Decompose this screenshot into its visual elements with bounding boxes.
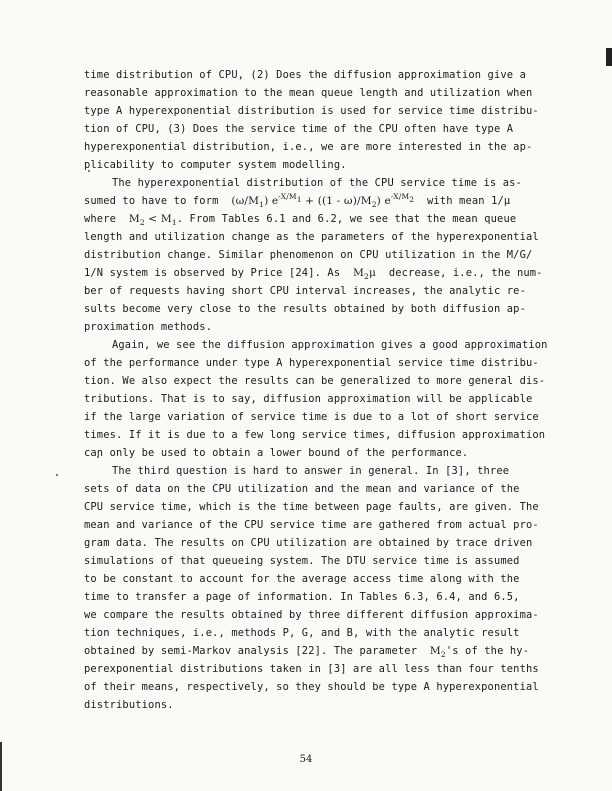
text-line: time distribution of CPU, (2) Does the diffusion approximation give a xyxy=(84,69,526,81)
text-line: obtained by semi-Markov analysis [22]. The parameter $M_2's$ of the hy- xyxy=(84,645,530,659)
text-line: can only be used to obtain a lower bound of the performance. xyxy=(84,447,469,459)
body-text xyxy=(84,66,548,714)
text-line: tion of CPU, (3) Does the service time of the CPU often have type A xyxy=(84,123,514,135)
text-line: type A hyperexponential distribution is used for service time distribu- xyxy=(84,105,539,117)
text-line: sets of data on the CPU utilization and the mean and variance of the xyxy=(84,483,520,495)
text-line: tributions. That is to say, diffusion approximation will be applicable xyxy=(84,393,533,405)
scan-speck xyxy=(56,474,58,476)
text-line: reasonable approximation to the mean queue length and utilization when xyxy=(84,87,533,99)
text-line: simulations of that queueing system. The DTU service time is assumed xyxy=(84,555,520,567)
text-line: sults become very close to the results obtained by both diffusion ap- xyxy=(84,303,526,315)
text-line: of the performance under type A hyperexponential service time distribu- xyxy=(84,357,539,369)
text-line: mean and variance of the CPU service time are gathered from actual pro- xyxy=(84,519,539,531)
text-line: ber of requests having short CPU interval increases, the analytic re- xyxy=(84,285,526,297)
page-number: 54 xyxy=(299,754,313,765)
text-line: tion. We also expect the results can be generalized to more general dis- xyxy=(84,375,546,387)
text-line: length and utilization change as the parameters of the hyperexponential xyxy=(84,231,539,243)
text-line: times. If it is due to a few long service times, diffusion approximation xyxy=(84,429,546,441)
text-line: proximation methods. xyxy=(84,321,213,333)
formula-line xyxy=(84,192,530,210)
text-line: gram data. The results on CPU utilization are obtained by trace driven xyxy=(84,537,533,549)
text-line: if the large variation of service time is due to a lot of short service xyxy=(84,411,539,423)
text-line: we compare the results obtained by three different diffusion approxima- xyxy=(84,609,539,621)
text-line: time to transfer a page of information. In Tables 6.3, 6.4, and 6.5, xyxy=(84,591,520,603)
scan-edge-mark xyxy=(606,48,612,66)
text-line: The hyperexponential distribution of the CPU service time is as- xyxy=(112,177,522,189)
text-line: Again, we see the diffusion approximation gives a good approximation xyxy=(112,339,548,351)
text-line: distribution change. Similar phenomenon on CPU utilization in the M/G/ xyxy=(84,249,533,261)
text-line: 1/N system is observed by Price [24]. As $M_2\mu$ decrease, i.e., the num- xyxy=(84,267,543,281)
formula: $(\omega/M_1) e^{-X/M_1} + ((1 - \omega)/M_2)$ $e^{-X/M_2}$ xyxy=(231,192,415,209)
formula-tail: with mean 1/μ xyxy=(427,195,511,207)
text-line: distributions. xyxy=(84,699,174,711)
text-line: perexponential distributions taken in [3] are all less than four tenths xyxy=(84,663,539,675)
text-line: CPU service time, which is the time between page faults, are given. The xyxy=(84,501,539,513)
scan-left-rule xyxy=(0,742,2,791)
text-line: where $M_2 < M_1$. From Tables 6.1 and 6.2, we see that the mean queue xyxy=(84,213,517,227)
formula-lead: sumed to have to form xyxy=(84,195,219,207)
text-line: hyperexponential distribution, i.e., we are more interested in the ap- xyxy=(84,141,533,153)
text-line: The third question is hard to answer in general. In [3], three xyxy=(112,465,510,477)
text-line: tion techniques, i.e., methods P, G, and B, with the analytic result xyxy=(84,627,520,639)
text-line: to be constant to account for the average access time along with the xyxy=(84,573,520,585)
text-line: plicability to computer system modelling. xyxy=(84,159,347,171)
text-line: of their means, respectively, so they should be type A hyperexponential xyxy=(84,681,539,693)
